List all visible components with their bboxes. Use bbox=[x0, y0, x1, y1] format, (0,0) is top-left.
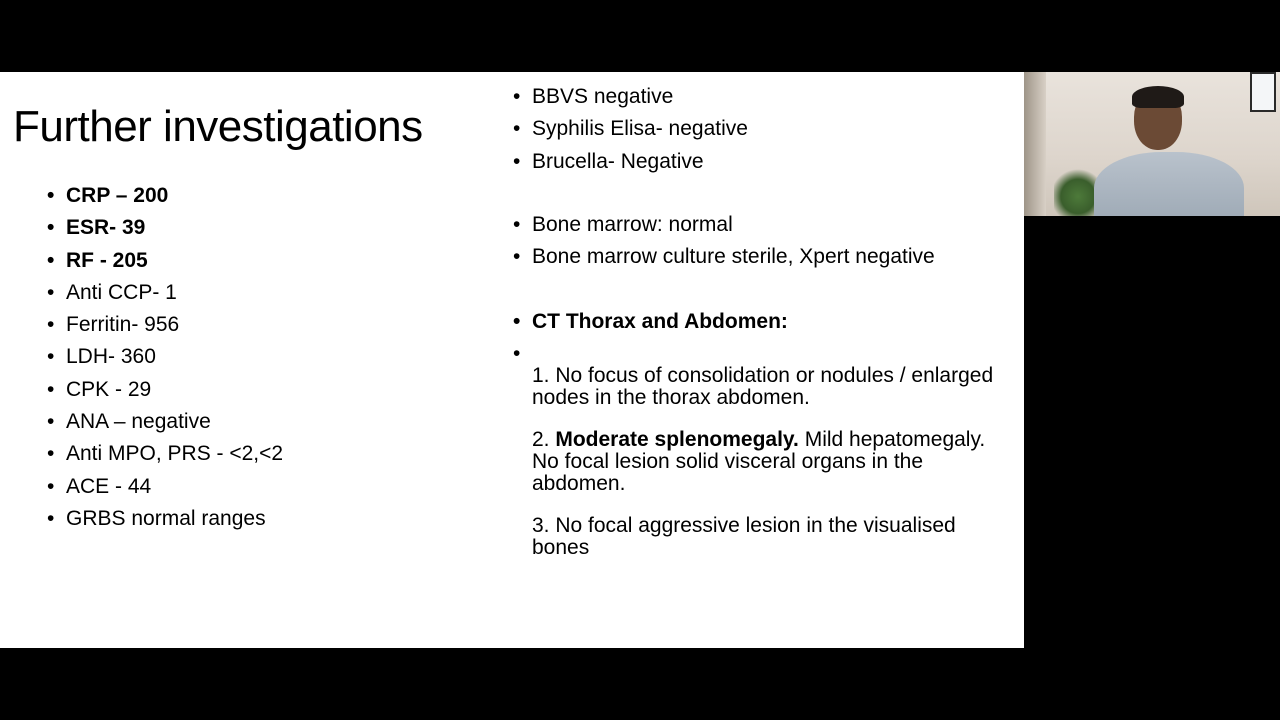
wall-shadow bbox=[1024, 72, 1046, 216]
list-item: • ANA – negative bbox=[47, 409, 283, 441]
ct-finding-2 bbox=[532, 429, 1002, 495]
ct-findings bbox=[532, 365, 1002, 579]
presenter-body bbox=[1094, 152, 1244, 216]
slide-title: Further investigations bbox=[13, 102, 423, 151]
list-item: • Anti MPO, PRS - <2,<2 bbox=[47, 441, 283, 473]
bone-marrow-list bbox=[513, 212, 935, 277]
presenter-webcam-video bbox=[1024, 72, 1280, 216]
serology-list bbox=[513, 84, 748, 181]
ct-heading: • CT Thorax and Abdomen: bbox=[513, 309, 788, 341]
list-item: • Bone marrow culture sterile, Xpert negative bbox=[513, 244, 935, 276]
list-item: • Brucella- Negative bbox=[513, 149, 748, 181]
list-item: • CPK - 29 bbox=[47, 377, 283, 409]
list-item: • GRBS normal ranges bbox=[47, 506, 283, 538]
presenter-hair bbox=[1132, 86, 1184, 108]
list-item: • Bone marrow: normal bbox=[513, 212, 935, 244]
list-item: • CRP – 200 bbox=[47, 183, 283, 215]
ct-finding-2-rest: Mild hepatomegaly. No focal lesion solid visceral organs in the abdomen. bbox=[532, 428, 986, 495]
ct-finding-1: 1. No focus of consolidation or nodules / enlarged nodes in the thorax abdomen. bbox=[532, 364, 994, 409]
ct-finding-3: 3. No focal aggressive lesion in the visualised bones bbox=[532, 514, 956, 559]
list-item: • ESR- 39 bbox=[47, 215, 283, 247]
list-item: • Ferritin- 956 bbox=[47, 312, 283, 344]
list-item: • ACE - 44 bbox=[47, 474, 283, 506]
ct-finding-2-bold: Moderate splenomegaly. bbox=[555, 428, 799, 451]
list-item: • Anti CCP- 1 bbox=[47, 280, 283, 312]
list-item: • BBVS negative bbox=[513, 84, 748, 116]
list-item: • Syphilis Elisa- negative bbox=[513, 116, 748, 148]
background-screen bbox=[1250, 72, 1276, 112]
list-item: • LDH- 360 bbox=[47, 344, 283, 376]
ct-finding-2-prefix: 2. bbox=[532, 428, 556, 451]
list-item: • RF - 205 bbox=[47, 248, 283, 280]
left-investigations-list bbox=[47, 183, 283, 538]
ct-list bbox=[513, 309, 788, 341]
presentation-slide bbox=[0, 72, 1024, 648]
